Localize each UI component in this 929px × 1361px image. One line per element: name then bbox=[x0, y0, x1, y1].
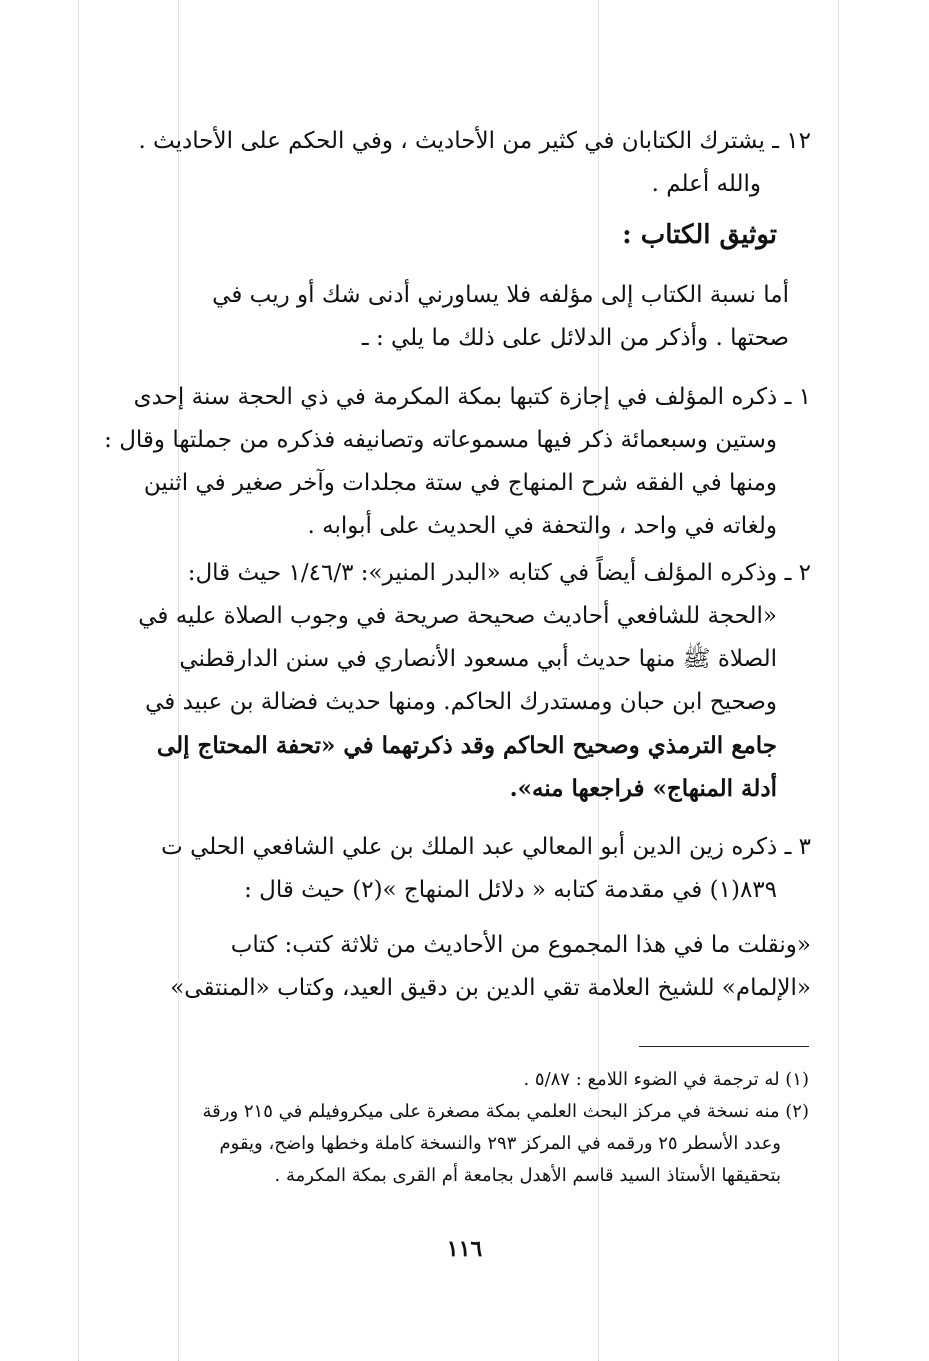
item-12 bbox=[111, 120, 811, 206]
text-line: ٣ ـ ذكره زين الدين أبو المعالي عبد الملك بن علي الشافعي الحلي ت bbox=[161, 834, 811, 860]
footnote-line: (٢) منه نسخة في مركز البحث العلمي بمكة مصغرة على ميكروفيلم في ٢١٥ ورقة bbox=[202, 1101, 809, 1122]
footnote-line: بتحقيقها الأستاذ السيد قاسم الأهدل بجامعة أم القرى بمكة المكرمة . bbox=[274, 1165, 781, 1186]
text-line: جامع الترمذي وصحيح الحاكم وقد ذكرتهما في «تحفة المحتاج إلى bbox=[156, 732, 777, 759]
quote-paragraph bbox=[99, 924, 811, 1010]
page-number: ١١٦ bbox=[446, 1236, 483, 1262]
text-line: ولغاته في واحد ، والتحفة في الحديث على أبوابه . bbox=[307, 513, 777, 539]
footnotes bbox=[119, 1064, 809, 1192]
text-line: ١ ـ ذكره المؤلف في إجازة كتبها بمكة المكرمة في ذي الحجة سنة إحدى bbox=[133, 384, 811, 410]
footnote-separator bbox=[639, 1046, 809, 1047]
text-line: أما نسبة الكتاب إلى مؤلفه فلا يساورني أدنى شك أو ريب في bbox=[212, 282, 789, 308]
scan-line bbox=[838, 0, 839, 1361]
text-line: الصلاة ﷺ منها حديث أبي مسعود الأنصاري في سنن الدارقطني bbox=[179, 646, 777, 672]
text-line: أدلة المنهاج» فراجعها منه». bbox=[509, 775, 777, 802]
scan-line bbox=[78, 0, 79, 1361]
text-line: ومنها في الفقه شرح المنهاج في ستة مجلدات وآخر صغير في اثنين bbox=[143, 470, 777, 496]
section-heading: توثيق الكتاب : bbox=[622, 220, 777, 250]
footnote-line: وعدد الأسطر ٢٥ ورقمه في المركز ٢٩٣ والنسخة كاملة وخطها واضح، ويقوم bbox=[219, 1133, 781, 1154]
text-line: «الحجة للشافعي أحاديث صحيحة صريحة في وجوب الصلاة عليه في bbox=[138, 603, 777, 629]
text-line: ١٢ ـ يشترك الكتابان في كثير من الأحاديث ، وفي الحكم على الأحاديث . bbox=[138, 128, 811, 154]
intro-paragraph bbox=[99, 274, 789, 360]
text-line: ٨٣٩(١) في مقدمة كتابه « دلائل المنهاج »(٢) حيث قال : bbox=[244, 877, 777, 903]
text-line: «ونقلت ما في هذا المجموع من الأحاديث من ثلاثة كتب: كتاب bbox=[230, 932, 811, 958]
item-2 bbox=[99, 552, 811, 810]
item-1 bbox=[99, 376, 811, 548]
text-line: «الإلمام» للشيخ العلامة تقي الدين بن دقيق العيد، وكتاب «المنتقى» bbox=[170, 975, 811, 1001]
text-line: وستين وسبعمائة ذكر فيها مسموعاته وتصانيفه فذكره من جملتها وقال : bbox=[104, 427, 777, 453]
text-line: والله أعلم . bbox=[651, 171, 761, 197]
text-line: ٢ ـ وذكره المؤلف أيضاً في كتابه «البدر المنير»: ١/٤٦/٣ حيث قال: bbox=[187, 560, 811, 586]
text-line: وصحيح ابن حبان ومستدرك الحاكم. ومنها حديث فضالة بن عبيد في bbox=[145, 689, 777, 715]
item-3 bbox=[99, 826, 811, 912]
text-line: صحتها . وأذكر من الدلائل على ذلك ما يلي : ـ bbox=[361, 325, 789, 351]
footnote-line: (١) له ترجمة في الضوء اللامع : ٥/٨٧ . bbox=[523, 1069, 809, 1090]
